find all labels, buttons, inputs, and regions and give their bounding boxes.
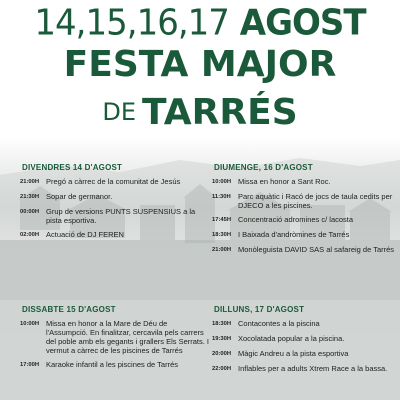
event-time: 11:30H xyxy=(212,194,231,200)
event-row xyxy=(212,349,400,359)
event-text: Missa en honor a Sant Roc. xyxy=(238,177,331,186)
event-time: 18:30H xyxy=(212,321,232,327)
event-time: 18:30H xyxy=(212,232,232,238)
event-time: 21:30H xyxy=(20,194,40,200)
event-text: Grup de versions PUNTS SUSPENSIUS a la pista esportiva. xyxy=(46,207,196,225)
event-row xyxy=(20,319,210,355)
day-title: DISSABTE 15 D'AGOST xyxy=(22,305,116,314)
event-row xyxy=(212,177,400,187)
event-text: Karaoke infantil a les piscines de Tarrés xyxy=(46,360,179,369)
event-time: 17:45H xyxy=(212,217,232,223)
event-row xyxy=(212,364,400,374)
town-name-line xyxy=(0,92,400,133)
festival-dates xyxy=(0,2,400,45)
event-text: Concentració adromines c/ lacosta xyxy=(238,215,354,224)
date-numbers: 14,15,16,17 xyxy=(34,2,229,45)
day-block-saturday xyxy=(20,305,210,375)
event-text: Actuació de DJ FEREN xyxy=(46,230,124,239)
event-text: Monòleguista DAVID SAS al safareig de Tarrés xyxy=(238,245,395,254)
event-text: Pregó a càrrec de la comunitat de Jesús xyxy=(46,177,181,186)
event-time: 10:00H xyxy=(20,321,40,327)
event-row xyxy=(212,192,400,210)
day-block-friday xyxy=(20,163,210,245)
event-time: 19:30H xyxy=(212,336,232,342)
event-time: 10:00H xyxy=(212,179,232,185)
day-title: DIVENDRES 14 D'AGOST xyxy=(22,163,123,172)
event-row xyxy=(20,360,210,370)
event-time: 21:00H xyxy=(20,179,40,185)
event-row xyxy=(20,192,210,202)
event-time: 02:00H xyxy=(20,232,40,238)
event-time: 22:00H xyxy=(212,366,232,372)
event-row xyxy=(212,334,400,344)
event-time: 17:00H xyxy=(20,362,40,368)
event-text: Contacontes a la piscina xyxy=(238,319,320,328)
event-text: Inflables per a adults Xtrem Race a la bassa. xyxy=(238,364,388,373)
event-text: Sopar de germanor. xyxy=(46,192,113,201)
event-row xyxy=(20,207,210,225)
event-row xyxy=(212,319,400,329)
event-text: Missa en honor a la Mare de Déu de l'Assumpció. En finalitzar, cercavila pels carrers del poble amb els gegants i grallers Els Serrats. I vermut a càrrec de les piscines de Tarrés xyxy=(46,319,209,355)
month: AGOST xyxy=(239,2,366,45)
event-text: Màgic Andreu a la pista esportiva xyxy=(238,349,349,358)
day-title: DILLUNS, 17 D'AGOST xyxy=(214,305,305,314)
event-row xyxy=(20,177,210,187)
day-title: DIUMENGE, 16 D'AGOST xyxy=(214,163,313,172)
event-text: Xocolatada popular a la piscina. xyxy=(238,334,345,343)
town-name: TARRÉS xyxy=(142,92,298,133)
event-row xyxy=(212,215,400,225)
event-row xyxy=(20,230,210,240)
event-time: 20:00H xyxy=(212,351,232,357)
event-text: I Baixada d'andròmines de Tarrés xyxy=(238,230,350,239)
event-time: 21:00H xyxy=(212,247,232,253)
festival-title: FESTA MAJOR xyxy=(63,44,337,85)
event-time: 00:00H xyxy=(20,209,40,215)
day-block-monday xyxy=(212,305,400,379)
day-block-sunday xyxy=(212,163,400,260)
event-text: Parc aquàtic i Racó de jocs de taula cedits per DJECO a les piscines. xyxy=(238,192,393,210)
event-row xyxy=(212,245,400,255)
event-row xyxy=(212,230,400,240)
preposition-de: DE xyxy=(102,98,137,126)
